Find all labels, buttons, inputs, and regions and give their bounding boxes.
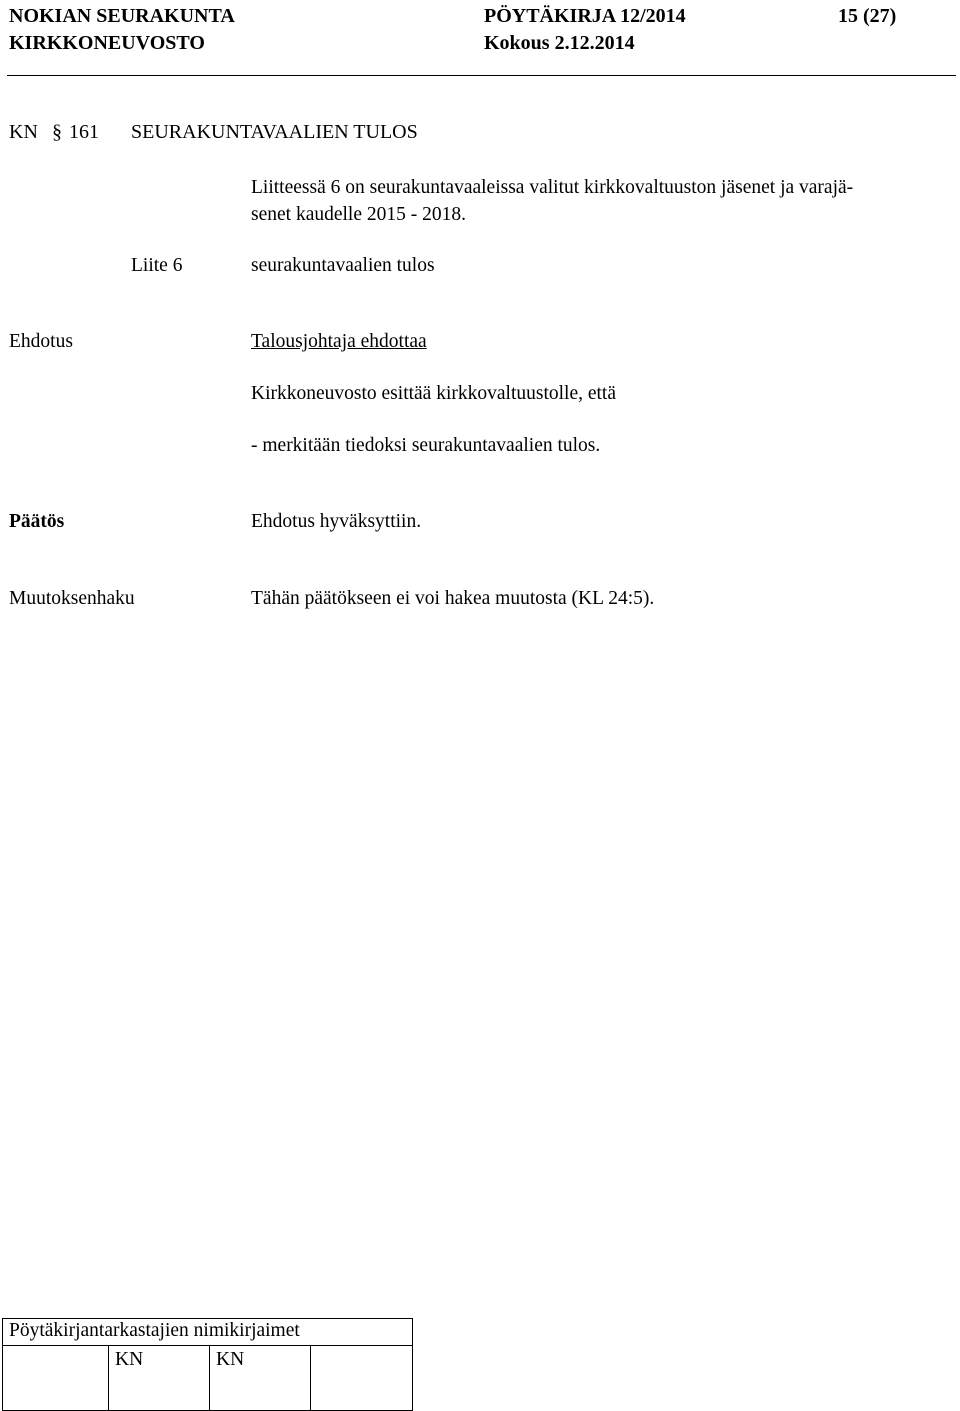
initials-3: KN [216, 1349, 245, 1370]
signature-table [2, 1318, 413, 1411]
item-number: 161 [69, 121, 99, 143]
signature-cell-2 [109, 1346, 210, 1411]
section-symbol: § [52, 121, 62, 143]
signature-cell-4 [311, 1346, 413, 1411]
item-description-line1: Liitteessä 6 on seurakuntavaaleissa valitut kirkkovaltuuston jäsenet ja varajä- [251, 177, 854, 198]
signature-table-title: Pöytäkirjantarkastajien nimikirjaimet [3, 1319, 413, 1346]
initials-1 [3, 1346, 108, 1348]
appeal-text: Tähän päätökseen ei voi hakea muutosta (KL 24:5). [251, 588, 655, 609]
header-divider [7, 75, 956, 76]
item-title: SEURAKUNTAVAALIEN TULOS [131, 121, 418, 143]
attachment-label: Liite 6 [131, 255, 183, 276]
item-code: KN [9, 121, 38, 143]
signature-cell-1 [3, 1346, 109, 1411]
decision-text: Ehdotus hyväksyttiin. [251, 511, 422, 532]
proposal-text: Kirkkoneuvosto esittää kirkkovaltuustolle, että [251, 383, 617, 404]
initials-2: KN [115, 1349, 144, 1370]
proposal-label: Ehdotus [9, 331, 73, 352]
appeal-label: Muutoksenhaku [9, 588, 135, 609]
page-number: 15 (27) [838, 5, 897, 27]
item-description-line2: senet kaudelle 2015 - 2018. [251, 204, 466, 225]
proposal-point: - merkitään tiedoksi seurakuntavaalien tulos. [251, 435, 601, 456]
document-title: PÖYTÄKIRJA 12/2014 [484, 5, 686, 27]
attachment-name: seurakuntavaalien tulos [251, 255, 435, 276]
initials-4 [311, 1346, 412, 1348]
signature-cell-3 [210, 1346, 311, 1411]
board-name: KIRKKONEUVOSTO [9, 32, 205, 54]
decision-label: Päätös [9, 511, 65, 532]
organization-name: NOKIAN SEURAKUNTA [9, 5, 235, 27]
meeting-date: Kokous 2.12.2014 [484, 32, 635, 54]
proposer-line: Talousjohtaja ehdottaa [251, 331, 427, 352]
